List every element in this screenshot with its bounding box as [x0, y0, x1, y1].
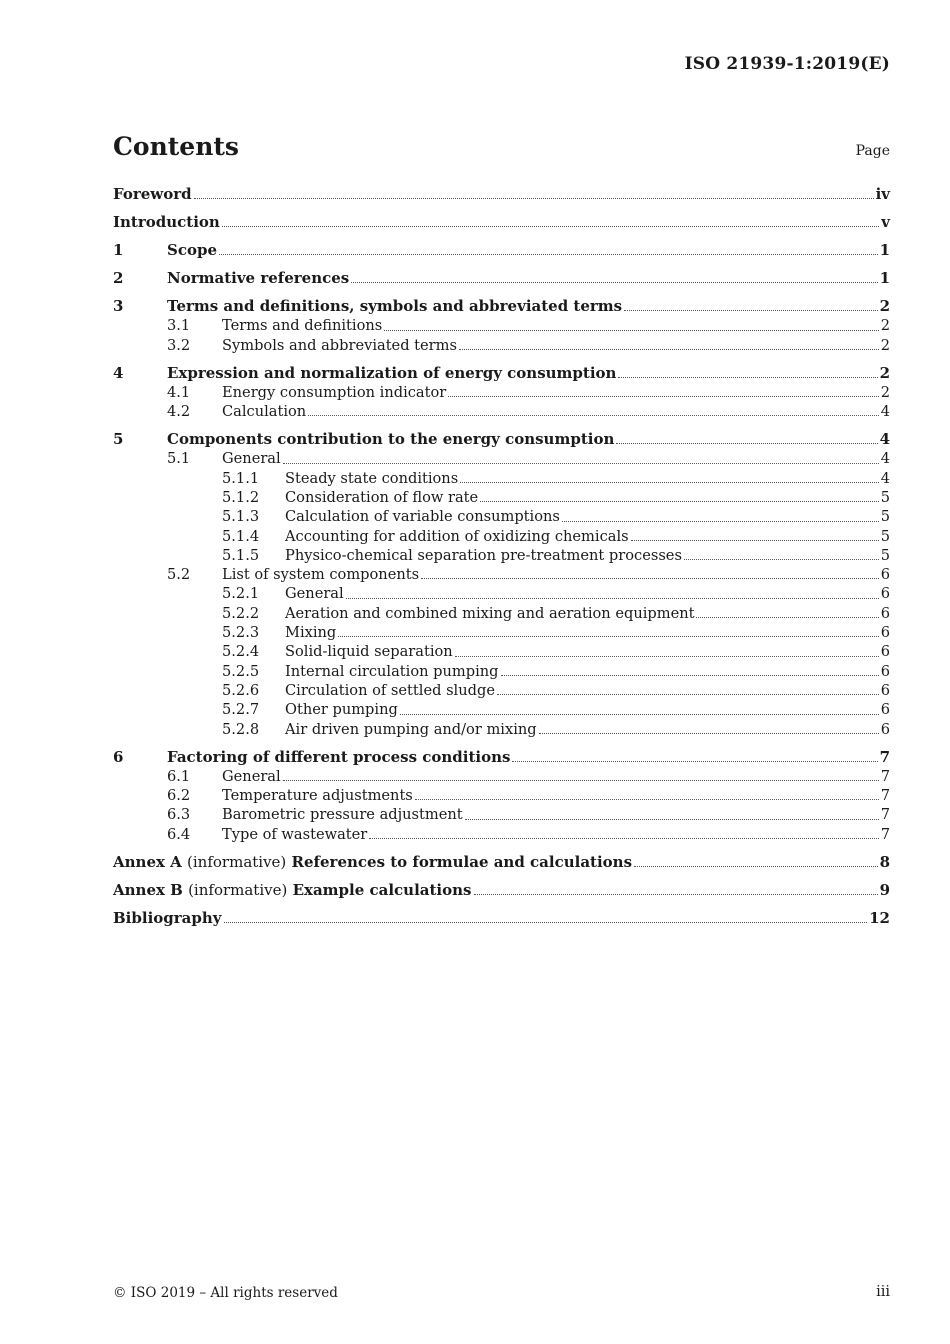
toc-entry-number: 3.1 — [167, 317, 191, 335]
toc-entry-page: 7 — [879, 747, 890, 766]
toc-entry-number: 6.4 — [167, 825, 191, 843]
toc-entry[interactable] — [113, 383, 890, 402]
toc-entry[interactable] — [113, 786, 890, 805]
document-id: ISO 21939-1:2019(E) — [684, 54, 890, 74]
dot-leader — [283, 463, 879, 464]
toc-entry[interactable] — [113, 507, 890, 526]
toc-entry-title: Temperature adjustments — [222, 787, 413, 805]
dot-leader — [474, 894, 878, 895]
toc-entry-number: 5.2.1 — [222, 585, 260, 603]
toc-entry-page: 6 — [880, 566, 890, 584]
dot-leader — [480, 501, 879, 502]
toc-entry-title: References to formulae and calculations — [291, 852, 633, 871]
dot-leader — [369, 838, 878, 839]
toc-entry-title: Barometric pressure adjustment — [222, 806, 463, 824]
toc-entry-page: 6 — [880, 643, 890, 661]
page-number: iii — [876, 1284, 890, 1300]
toc-entry-title: General — [285, 585, 344, 603]
copyright-notice: © ISO 2019 – All rights reserved — [113, 1285, 338, 1301]
toc-entry-title: Internal circulation pumping — [285, 662, 499, 680]
toc-entry-number: 5.1.2 — [222, 488, 260, 506]
toc-entry-title: Aeration and combined mixing and aeration equipment — [285, 604, 695, 622]
toc-entry-title: Circulation of settled sludge — [285, 681, 495, 699]
toc-entry[interactable] — [113, 853, 890, 872]
dot-leader — [400, 714, 879, 715]
toc-entry[interactable] — [113, 316, 890, 335]
dot-leader — [539, 733, 879, 734]
toc-entry-number: 5.2.3 — [222, 624, 260, 642]
toc-entry-title: Scope — [167, 240, 218, 259]
toc-entry-page: 6 — [880, 720, 890, 738]
toc-entry-page: 2 — [880, 317, 890, 335]
toc-entry[interactable] — [113, 185, 890, 204]
toc-entry-number: 6.1 — [167, 767, 191, 785]
dot-leader — [222, 226, 879, 227]
toc-entry-number: 5.2 — [167, 566, 191, 584]
dot-leader — [224, 922, 868, 923]
toc-entry-number: 4.2 — [167, 403, 191, 421]
toc-entry[interactable] — [113, 488, 890, 507]
dot-leader — [616, 443, 877, 444]
toc-entry-page: 7 — [880, 767, 890, 785]
toc-entry-title: Mixing — [285, 624, 337, 642]
toc-entry-page: 2 — [879, 296, 890, 315]
toc-entry[interactable] — [113, 909, 890, 928]
toc-entry-page: 8 — [879, 852, 890, 871]
dot-leader — [415, 799, 879, 800]
toc-entry-page: 5 — [880, 527, 890, 545]
toc-entry-number: 4 — [113, 363, 124, 382]
toc-entry-title: General — [222, 450, 281, 468]
dot-leader — [696, 617, 878, 618]
toc-entry-page: 6 — [880, 662, 890, 680]
toc-entry-title: Introduction — [113, 212, 220, 231]
toc-entry[interactable] — [113, 213, 890, 232]
toc-entry-number: 5.2.2 — [222, 604, 260, 622]
toc-entry-title: Terms and definitions — [222, 317, 383, 335]
toc-entry-page: 9 — [879, 880, 890, 899]
dot-leader — [219, 254, 878, 255]
toc-entry[interactable] — [113, 825, 890, 844]
toc-entry[interactable] — [113, 805, 890, 824]
toc-entry[interactable] — [113, 469, 890, 488]
toc-entry-number: 3.2 — [167, 336, 191, 354]
toc-entry-number: 2 — [113, 268, 124, 287]
toc-entry-title: Consideration of flow rate — [285, 488, 479, 506]
toc-entry-number: 6.2 — [167, 787, 191, 805]
toc-entry-page: 2 — [879, 363, 890, 382]
toc-entry-title: Factoring of different process conditions — [167, 747, 511, 766]
toc-entry[interactable] — [113, 881, 890, 900]
toc-entry-number: 5.2.6 — [222, 681, 260, 699]
toc-entry-page: 2 — [880, 383, 890, 401]
toc-entry-title: Physico-chemical separation pre-treatment processes — [285, 546, 682, 564]
toc-entry-title: Example calculations — [292, 880, 472, 899]
toc-entry-number: 3 — [113, 296, 124, 315]
dot-leader — [634, 866, 878, 867]
dot-leader — [684, 559, 879, 560]
toc-entry-title: Solid-liquid separation — [285, 643, 453, 661]
toc-entry-number: 6 — [113, 747, 124, 766]
dot-leader — [384, 330, 878, 331]
toc-entry-title: General — [222, 767, 281, 785]
toc-entry-number: 5.1.4 — [222, 527, 260, 545]
toc-entry-page: 6 — [880, 701, 890, 719]
toc-entry-title: Bibliography — [113, 908, 222, 927]
toc-entry-page: 5 — [880, 546, 890, 564]
toc-entry[interactable] — [113, 430, 890, 449]
toc-entry[interactable] — [113, 642, 890, 661]
toc-entry-title: Air driven pumping and/or mixing — [285, 720, 537, 738]
toc-entry[interactable] — [113, 527, 890, 546]
toc-entry-page: 6 — [880, 604, 890, 622]
toc-entry[interactable] — [113, 623, 890, 642]
toc-entry-page: 5 — [880, 508, 890, 526]
toc-entry-title: Type of wastewater — [222, 825, 368, 843]
toc-entry-number: 5.1 — [167, 450, 191, 468]
toc-entry[interactable] — [113, 364, 890, 383]
dot-leader — [460, 482, 879, 483]
toc-entry[interactable] — [113, 336, 890, 355]
toc-entry-page: 7 — [880, 806, 890, 824]
toc-entry-title: Components contribution to the energy consumption — [167, 430, 615, 449]
toc-entry-number: 1 — [113, 240, 124, 259]
toc-entry[interactable] — [113, 662, 890, 681]
toc-entry-page: 5 — [880, 488, 890, 506]
toc-entry[interactable] — [113, 565, 890, 584]
dot-leader — [448, 396, 878, 397]
dot-leader — [283, 780, 879, 781]
toc-entry-page: 12 — [869, 908, 890, 927]
table-of-contents — [113, 185, 890, 928]
toc-entry-title: Expression and normalization of energy consumption — [167, 363, 617, 382]
toc-entry[interactable] — [113, 269, 890, 288]
dot-leader — [497, 694, 879, 695]
toc-entry-page: 4 — [880, 450, 890, 468]
page-column-label: Page — [855, 143, 890, 159]
toc-entry[interactable] — [113, 767, 890, 786]
dot-leader — [631, 540, 879, 541]
dot-leader — [562, 521, 879, 522]
toc-entry[interactable] — [113, 748, 890, 767]
toc-entry[interactable] — [113, 241, 890, 260]
dot-leader — [618, 377, 877, 378]
dot-leader — [455, 656, 879, 657]
dot-leader — [194, 198, 874, 199]
toc-entry[interactable] — [113, 584, 890, 603]
dot-leader — [308, 415, 879, 416]
toc-entry-title: Energy consumption indicator — [222, 383, 447, 401]
toc-entry-title: Symbols and abbreviated terms — [222, 336, 457, 354]
toc-entry[interactable] — [113, 449, 890, 468]
toc-entry-title: Terms and definitions, symbols and abbreviated terms — [167, 296, 623, 315]
toc-entry-title: Normative references — [167, 268, 350, 287]
toc-entry-number: 5.1.3 — [222, 508, 260, 526]
toc-entry-number: 5 — [113, 430, 124, 449]
toc-entry-number: 5.1.5 — [222, 546, 260, 564]
toc-entry[interactable] — [113, 402, 890, 421]
toc-entry-page: 7 — [880, 825, 890, 843]
toc-entry-page: 6 — [880, 624, 890, 642]
toc-entry-page: 6 — [880, 681, 890, 699]
toc-entry-number: 4.1 — [167, 383, 191, 401]
toc-entry-page: 2 — [880, 336, 890, 354]
toc-entry-title: List of system components — [222, 566, 420, 584]
dot-leader — [624, 310, 877, 311]
toc-annex-informative: (informative) — [187, 852, 287, 871]
toc-entry-number: 5.2.4 — [222, 643, 260, 661]
dot-leader — [346, 598, 879, 599]
toc-entry-title: Calculation — [222, 403, 307, 421]
toc-entry-page: 6 — [880, 585, 890, 603]
toc-entry-page: iv — [875, 185, 890, 203]
toc-entry-title: Calculation of variable consumptions — [285, 508, 560, 526]
toc-entry-page: 4 — [880, 469, 890, 487]
dot-leader — [501, 675, 879, 676]
toc-annex-label: Annex B — [113, 880, 183, 899]
toc-entry[interactable] — [113, 604, 890, 623]
toc-entry-title: Foreword — [113, 185, 192, 203]
toc-entry-page: 7 — [880, 787, 890, 805]
toc-entry-title: Steady state conditions — [285, 469, 459, 487]
toc-entry[interactable] — [113, 681, 890, 700]
toc-entry[interactable] — [113, 297, 890, 316]
toc-entry-page: v — [881, 212, 890, 231]
dot-leader — [459, 349, 879, 350]
toc-entry-number: 5.2.5 — [222, 662, 260, 680]
dot-leader — [351, 282, 877, 283]
toc-entry-number: 5.1.1 — [222, 469, 260, 487]
toc-entry[interactable] — [113, 546, 890, 565]
toc-entry-title: Other pumping — [285, 701, 398, 719]
dot-leader — [338, 636, 878, 637]
dot-leader — [512, 761, 877, 762]
toc-entry-number: 5.2.8 — [222, 720, 260, 738]
toc-entry-page: 4 — [879, 430, 890, 449]
toc-entry[interactable] — [113, 720, 890, 739]
toc-entry-page: 1 — [879, 240, 890, 259]
toc-entry[interactable] — [113, 700, 890, 719]
toc-entry-title: Accounting for addition of oxidizing chemicals — [285, 527, 629, 545]
contents-heading: Contents — [113, 132, 240, 161]
dot-leader — [421, 578, 879, 579]
toc-entry-page: 4 — [880, 403, 890, 421]
toc-entry-number: 5.2.7 — [222, 701, 260, 719]
dot-leader — [465, 819, 879, 820]
toc-entry-number: 6.3 — [167, 806, 191, 824]
toc-annex-informative: (informative) — [188, 880, 288, 899]
toc-annex-label: Annex A — [113, 852, 182, 871]
toc-entry-page: 1 — [879, 268, 890, 287]
